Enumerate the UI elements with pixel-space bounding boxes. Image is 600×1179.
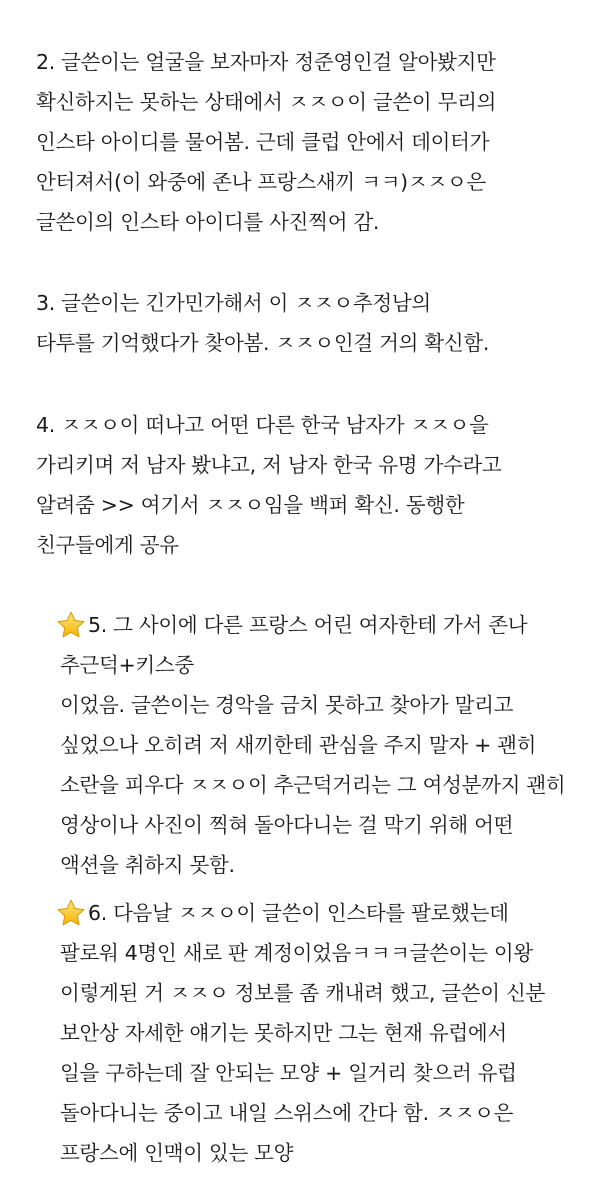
starred-line xyxy=(32,893,576,933)
paragraph-5 xyxy=(36,605,576,885)
starred-line xyxy=(32,605,576,645)
text-line: 프랑스에 인맥이 있는 모양 xyxy=(60,1141,294,1165)
text-line: 6. 다음날 ㅈㅈㅇ이 글쓴이 인스타를 팔로했는데 xyxy=(88,901,509,925)
text-line: 팔로워 4명인 새로 판 계정이었음ㅋㅋㅋ글쓴이는 이왕 xyxy=(60,941,533,965)
text-line: 영상이나 사진이 찍혀 돌아다니는 걸 막기 위해 어떤 xyxy=(60,813,514,837)
text-line: 가리키며 저 남자 봤냐고, 저 남자 한국 유명 가수라고 xyxy=(36,453,502,477)
text-line: 타투를 기억했다가 찾아봄. ㅈㅈㅇ인걸 거의 확신함. xyxy=(36,331,490,355)
text-line: 돌아다니는 중이고 내일 스위스에 간다 함. ㅈㅈㅇ은 xyxy=(60,1101,514,1125)
text-line: 5. 그 사이에 다른 프랑스 어린 여자한테 가서 존나 xyxy=(88,613,528,637)
paragraph-4 xyxy=(36,405,576,565)
text-line: 3. 글쓴이는 긴가민가해서 이 ㅈㅈㅇ추정남의 xyxy=(36,291,431,315)
text-line: 4. ㅈㅈㅇ이 떠나고 어떤 다른 한국 남자가 ㅈㅈㅇ을 xyxy=(36,413,489,437)
paragraph-2 xyxy=(36,42,576,242)
text-line: 인스타 아이디를 물어봄. 근데 클럽 안에서 데이터가 xyxy=(36,130,490,154)
text-line: 확신하지는 못하는 상태에서 ㅈㅈㅇ이 글쓴이 무리의 xyxy=(36,90,497,114)
text-line: 추근덕+키스중 xyxy=(60,653,194,677)
text-line: 이었음. 글쓴이는 경악을 금치 못하고 찾아가 말리고 xyxy=(60,693,514,717)
text-line: 싶었으나 오히려 저 새끼한테 관심을 주지 말자 + 괜히 xyxy=(60,733,537,757)
paragraph-6 xyxy=(36,893,576,1173)
text-line: 글쓴이의 인스타 아이디를 사진찍어 감. xyxy=(36,210,380,234)
star-icon xyxy=(56,898,86,928)
text-line: 보안상 자세한 얘기는 못하지만 그는 현재 유럽에서 xyxy=(60,1021,507,1045)
text-line: 액션을 취하지 못함. xyxy=(60,853,235,877)
star-icon xyxy=(56,610,86,640)
text-line: 친구들에게 공유 xyxy=(36,533,179,557)
text-line: 소란을 피우다 ㅈㅈㅇ이 추근덕거리는 그 여성분까지 괜히 xyxy=(60,773,566,797)
text-line: 알려줌 >> 여기서 ㅈㅈㅇ임을 백퍼 확신. 동행한 xyxy=(36,493,465,517)
text-line: 2. 글쓴이는 얼굴을 보자마자 정준영인걸 알아봤지만 xyxy=(36,50,496,74)
text-line: 일을 구하는데 잘 안되는 모양 + 일거리 찾으러 유럽 xyxy=(60,1061,517,1085)
text-line: 이렇게된 거 ㅈㅈㅇ 정보를 좀 캐내려 했고, 글쓴이 신분 xyxy=(60,981,546,1005)
text-line: 안터져서(이 와중에 존나 프랑스새끼 ㅋㅋ)ㅈㅈㅇ은 xyxy=(36,170,486,194)
paragraph-3 xyxy=(36,283,576,363)
